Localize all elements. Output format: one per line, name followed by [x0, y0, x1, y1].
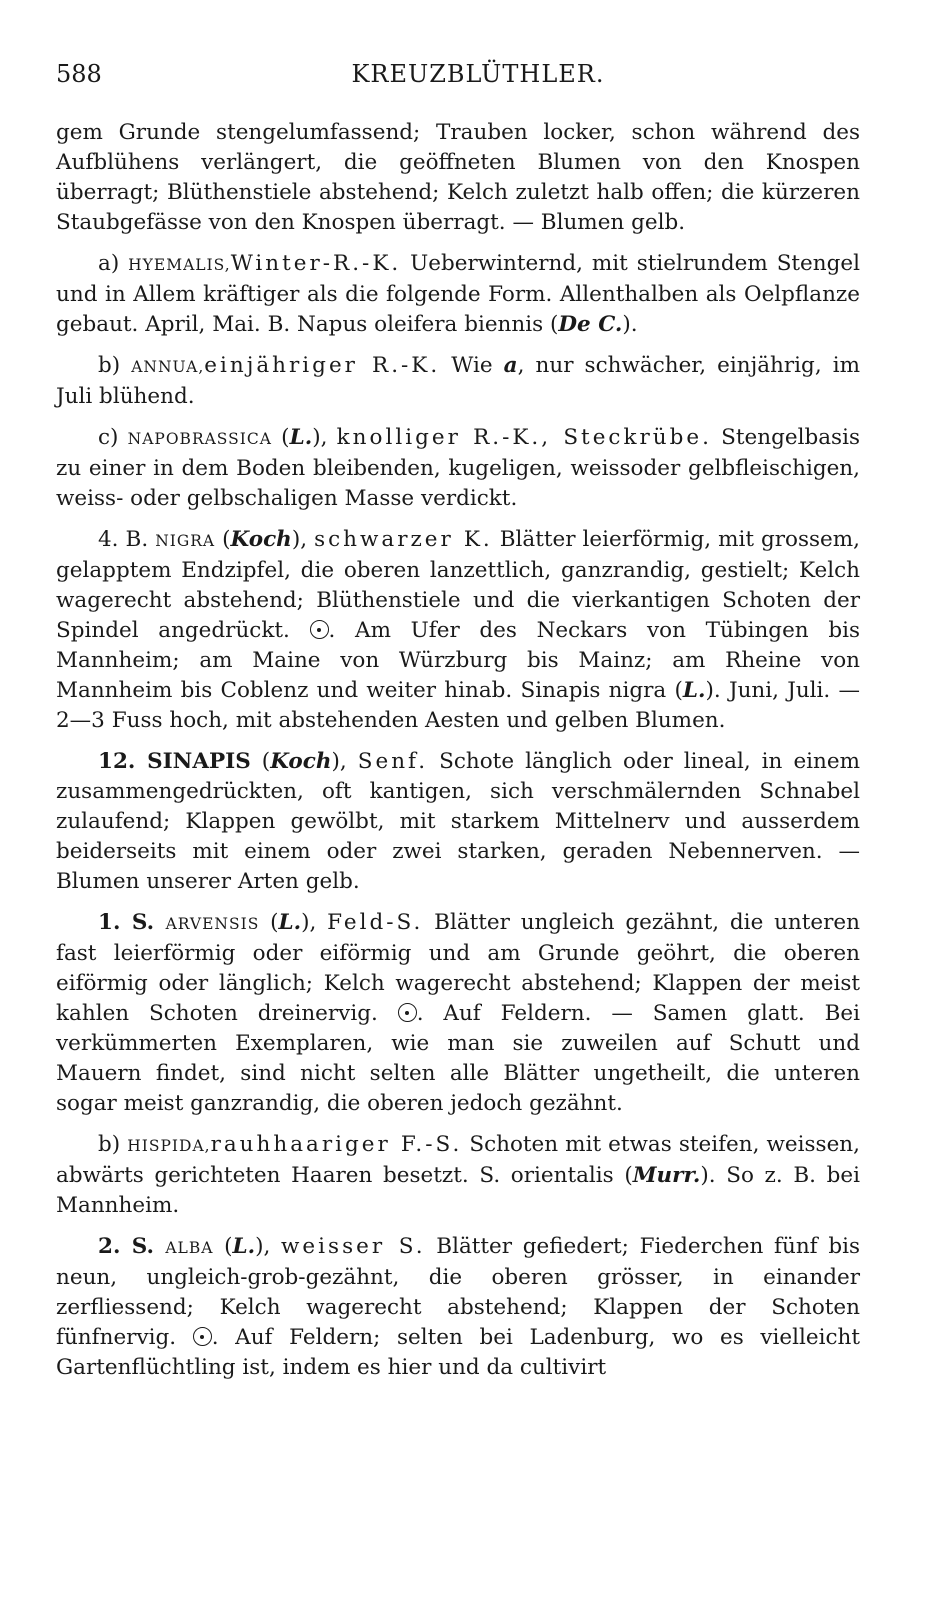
reference-letter: a	[503, 353, 518, 378]
common-name: Winter-R.-K.	[230, 251, 402, 276]
paren-open: (	[271, 425, 290, 450]
author-citation: Koch	[230, 527, 292, 552]
paragraph-text: . Am Ufer des Neckars von Tübingen bis Mannheim; am Maine von Würzburg bis Mainz; am Rheine von Mannheim bis Coblenz und weiter hinab. Sinapis nigra (	[56, 618, 860, 703]
paragraph-text: Blätter ungleich gezähnt, die unteren fast leierförmig oder eiförmig und am Grunde geöhrt, die oberen eiförmig oder länglich; Kelch wagerecht abstehend; Klappen der meist kahlen Schoten dreinervig.	[56, 910, 860, 1026]
author-citation: L.	[232, 1234, 256, 1259]
entry-lead: b)	[98, 353, 132, 378]
entry-lead: 1. S.	[98, 910, 166, 935]
paragraph-text: , nur schwächer, einjährig, im Juli blühend.	[56, 353, 860, 409]
genus-heading: 12. SINAPIS	[98, 749, 251, 774]
entry-lead: 4. B.	[98, 527, 156, 552]
paren-close: ),	[331, 749, 358, 774]
paragraph-napobrassica	[56, 423, 860, 514]
running-head: KREUZBLÜTHLER.	[351, 60, 605, 88]
annual-symbol-icon	[310, 620, 329, 639]
common-name: knolliger R.-K., Steckrübe.	[336, 425, 712, 450]
common-name: weisser S.	[281, 1234, 426, 1259]
author-citation: Murr.	[632, 1163, 701, 1188]
paragraph-nigra	[56, 525, 860, 736]
page-number: 588	[56, 60, 102, 88]
paragraph-text-end: ). So z. B. bei Mannheim.	[56, 1163, 860, 1218]
paragraph-text-end: ).	[622, 312, 638, 337]
taxon-name: ARVENSIS	[165, 915, 260, 933]
taxon-name: ANNUA,	[131, 358, 205, 376]
paren-open: (	[259, 910, 279, 935]
taxon-name: HISPIDA,	[127, 1137, 211, 1155]
paragraph-sinapis-genus	[56, 747, 860, 897]
paren-open: (	[215, 527, 231, 552]
paren-open: (	[213, 1234, 233, 1259]
entry-lead: c)	[98, 425, 128, 450]
entry-lead: b)	[98, 1132, 128, 1157]
taxon-name: HYEMALIS,	[128, 256, 231, 274]
author-citation: L.	[289, 425, 313, 450]
paragraph-continuation	[56, 118, 860, 238]
author-citation: Koch	[270, 749, 332, 774]
paren-close: ),	[301, 910, 328, 935]
page-header	[56, 52, 860, 96]
entry-lead: 2. S.	[98, 1234, 166, 1259]
entry-lead: a)	[98, 251, 129, 276]
common-name: Feld-S.	[327, 910, 424, 935]
paragraph-text: Blätter gefiedert; Fiederchen fünf bis neun, ungleich-grob-gezähnt, die oberen grösser, in einander zerfliessend; Kelch wagerecht abstehend; Klappen der Schoten fünfnervig.	[56, 1234, 860, 1350]
paragraph-text: Ueberwinternd, mit stielrundem Stengel und in Allem kräftiger als die folgende Form. Allenthalben als Oelpflanze gebaut. April, Mai. B. Napus oleifera biennis (	[56, 251, 860, 337]
paren-close: ),	[255, 1234, 282, 1259]
taxon-name: ALBA	[165, 1239, 214, 1257]
paragraph-text: . Auf Feldern. — Samen glatt. Bei verkümmerten Exemplaren, wie man sie zuweilen auf Schutt und Mauern findet, sind nicht selten alle Blätter ungetheilt, die unteren sogar meist ganzrandig, die oberen jedoch gezähnt.	[56, 1001, 860, 1116]
common-name: Senf.	[357, 749, 429, 774]
annual-symbol-icon	[193, 1327, 212, 1346]
paragraph-text: Wie	[440, 353, 504, 378]
taxon-name: NAPOBRASSICA	[127, 430, 272, 448]
paragraph-text: gem Grunde stengelumfassend; Trauben locker, schon während des Aufblühens verlängert, die geöffneten Blumen von den Knospen überragt; Blüthenstiele abstehend; Kelch zuletzt halb offen; die kürzeren Staubgefässe von den Knospen überragt. — Blumen gelb.	[56, 120, 860, 235]
common-name: rauhhaariger F.-S.	[210, 1132, 463, 1157]
paragraph-arvensis	[56, 908, 860, 1119]
paragraph-text: Schote länglich oder lineal, in einem zusammengedrückten, oft kantigen, sich verschmälernden Schnabel zulaufend; Klappen gewölbt, mit starkem Mittelnerv und ausserdem beiderseits mit einem oder zwei starken, geraden Nebennerven. — Blumen unserer Arten gelb.	[56, 749, 861, 894]
paragraph-text: Blätter leierförmig, mit grossem, gelapptem Endzipfel, die oberen lanzettlich, ganzrandig, gestielt; Kelch wagerecht abstehend; Blüthenstiele und die vierkantigen Schoten der Spindel angedrückt.	[56, 527, 860, 643]
paragraph-hispida	[56, 1130, 860, 1221]
paragraph-text: Schoten mit etwas steifen, weissen, abwärts gerichteten Haaren besetzt. S. orientalis (	[56, 1132, 860, 1188]
common-name: einjähriger R.-K.	[204, 353, 441, 378]
paragraph-hyemalis	[56, 249, 860, 340]
common-name: schwarzer K.	[314, 527, 493, 552]
annual-symbol-icon	[398, 1003, 417, 1022]
paragraph-alba	[56, 1232, 860, 1383]
paragraph-text: ). Juni, Juli. — 2—3 Fuss hoch, mit abstehenden Aesten und gelben Blumen.	[56, 678, 860, 733]
paren-close: ),	[312, 425, 337, 450]
author-citation: De C.	[558, 312, 623, 337]
paren-close: ),	[291, 527, 315, 552]
paragraph-annua	[56, 351, 860, 412]
paren-open: (	[250, 749, 271, 774]
paragraph-text: Stengelbasis zu einer in dem Boden bleibenden, kugeligen, weissoder gelbfleischigen, weiss- oder gelbschaligen Masse verdickt.	[56, 425, 860, 511]
author-citation: L.	[278, 910, 302, 935]
taxon-name: NIGRA	[155, 532, 216, 550]
author-citation: L.	[682, 678, 706, 703]
paragraph-text: . Auf Feldern; selten bei Ladenburg, wo es vielleicht Gartenflüchtling ist, indem es hier und da cultivirt	[56, 1325, 860, 1380]
